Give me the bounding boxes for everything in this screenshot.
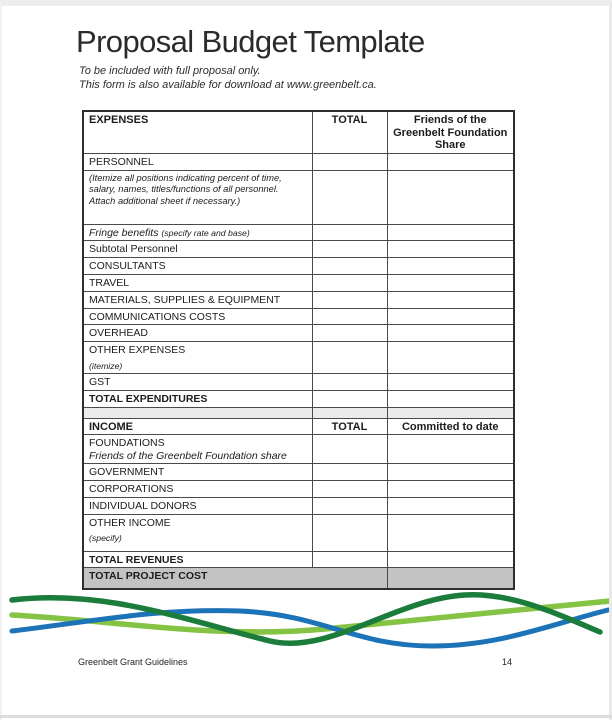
total-amount-cell [312, 153, 387, 170]
foundation-share-cell [387, 170, 514, 224]
income-label: OTHER INCOME (specify) [83, 514, 312, 551]
separator-cell [312, 407, 387, 418]
committed-to-date-cell [387, 514, 514, 551]
page-title: Proposal Budget Template [76, 24, 425, 59]
total-column-header: TOTAL [312, 111, 387, 153]
foundation-share-cell [387, 291, 514, 308]
expenses-header-row [83, 111, 514, 153]
expense-row-personnel-note [83, 170, 514, 224]
foundations-note: Friends of the Greenbelt Foundation share [89, 449, 287, 462]
expense-row-overhead [83, 325, 514, 342]
footer-page-number: 14 [501, 657, 512, 667]
budget-table [82, 110, 515, 590]
expense-row-consultants [83, 257, 514, 274]
income-label: FOUNDATIONS Friends of the Greenbelt Foundation share [83, 435, 312, 464]
expenses-column-header: EXPENSES [83, 111, 312, 153]
expense-label: PERSONNEL [83, 153, 312, 170]
footer-document-name: Greenbelt Grant Guidelines [78, 657, 188, 667]
total-amount-cell [312, 498, 387, 515]
other-income-note: (specify) [89, 533, 122, 543]
income-row-foundations [83, 435, 514, 464]
total-column-header: TOTAL [312, 418, 387, 435]
foundation-share-cell [387, 325, 514, 342]
subtitle-line-1: To be included with full proposal only. [79, 65, 261, 77]
income-label: CORPORATIONS [83, 481, 312, 498]
page-subtitle [79, 64, 377, 92]
page-footer [78, 657, 512, 667]
expense-label: GST [83, 374, 312, 391]
committed-to-date-cell [387, 498, 514, 515]
expense-label: TRAVEL [83, 274, 312, 291]
foundation-share-cell [387, 308, 514, 325]
total-amount-cell [312, 241, 387, 258]
personnel-itemize-note: (Itemize all positions indicating percent of time, salary, names, titles/functions of all personnel. Attach additional sheet if necessary.) [83, 170, 312, 224]
expense-row-other-expenses [83, 342, 514, 374]
income-row-other-income [83, 514, 514, 551]
income-label: INDIVIDUAL DONORS [83, 498, 312, 515]
total-amount-cell [312, 391, 387, 408]
foundation-share-cell [387, 342, 514, 374]
income-label: TOTAL REVENUES [83, 551, 312, 568]
committed-to-date-cell [387, 481, 514, 498]
other-expenses-note: (itemize) [89, 360, 123, 371]
expense-row-gst [83, 374, 514, 391]
income-row-individual-donors [83, 498, 514, 515]
committed-to-date-column-header: Committed to date [387, 418, 514, 435]
total-amount-cell [312, 325, 387, 342]
total-amount-cell [312, 435, 387, 464]
total-amount-cell [312, 308, 387, 325]
expense-label: Fringe benefits (specify rate and base) [83, 224, 312, 241]
separator-cell [83, 407, 312, 418]
income-label: GOVERNMENT [83, 464, 312, 481]
foundation-share-cell [387, 391, 514, 408]
total-amount-cell [312, 464, 387, 481]
income-header-row [83, 418, 514, 435]
total-amount-cell [312, 342, 387, 374]
total-amount-cell [312, 374, 387, 391]
committed-to-date-cell [387, 551, 514, 568]
expense-row-materials-supplies-equipment [83, 291, 514, 308]
foundation-share-cell [387, 274, 514, 291]
expense-row-subtotal-personnel [83, 241, 514, 258]
income-row-total-revenues [83, 551, 514, 568]
total-project-cost-label: TOTAL PROJECT COST [83, 568, 387, 589]
expense-label: OVERHEAD [83, 325, 312, 342]
expense-row-fringe-benefits [83, 224, 514, 241]
expense-label: Subtotal Personnel [83, 241, 312, 258]
total-amount-cell [312, 224, 387, 241]
total-amount-cell [312, 170, 387, 224]
foundation-share-cell [387, 257, 514, 274]
total-amount-cell [312, 257, 387, 274]
page-edge-bottom [0, 715, 612, 718]
foundation-share-cell [387, 153, 514, 170]
committed-to-date-cell [387, 464, 514, 481]
committed-to-date-cell [387, 435, 514, 464]
income-row-government [83, 464, 514, 481]
expense-row-total-expenditures [83, 391, 514, 408]
expense-row-travel [83, 274, 514, 291]
income-row-corporations [83, 481, 514, 498]
foundation-share-cell [387, 374, 514, 391]
expense-label: TOTAL EXPENDITURES [83, 391, 312, 408]
decorative-waves-graphic [0, 584, 612, 660]
expense-label: MATERIALS, SUPPLIES & EQUIPMENT [83, 291, 312, 308]
income-column-header: INCOME [83, 418, 312, 435]
separator-cell [387, 407, 514, 418]
expense-row-personnel [83, 153, 514, 170]
total-amount-cell [312, 274, 387, 291]
expense-row-communications-costs [83, 308, 514, 325]
section-separator-row [83, 407, 514, 418]
foundation-share-cell [387, 224, 514, 241]
total-amount-cell [312, 481, 387, 498]
total-amount-cell [312, 551, 387, 568]
foundation-share-cell [387, 241, 514, 258]
expense-label: COMMUNICATIONS COSTS [83, 308, 312, 325]
expense-label: OTHER EXPENSES (itemize) [83, 342, 312, 374]
expense-label: CONSULTANTS [83, 257, 312, 274]
total-amount-cell [312, 291, 387, 308]
light-green-wave [12, 601, 610, 632]
total-amount-cell [312, 514, 387, 551]
subtitle-line-2: This form is also available for download at www.greenbelt.ca. [79, 79, 377, 91]
foundation-share-column-header: Friends of the Greenbelt Foundation Share [387, 111, 514, 153]
